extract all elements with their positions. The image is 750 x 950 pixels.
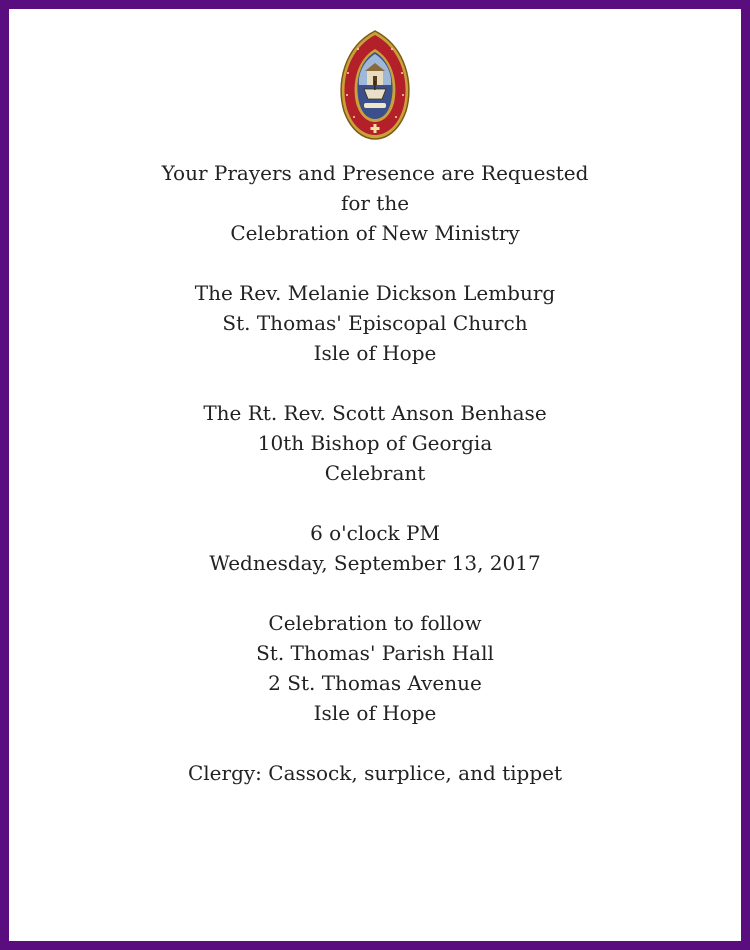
bishop-role: Celebrant	[324, 461, 426, 485]
rector-name: The Rev. Melanie Dickson Lemburg	[194, 281, 556, 305]
heading-line-3: Celebration of New Ministry	[230, 221, 520, 245]
bishop-title: 10th Bishop of Georgia	[257, 431, 493, 455]
invitation-text	[0, 158, 750, 788]
church-location: Isle of Hope	[313, 341, 437, 365]
church-name: St. Thomas' Episcopal Church	[222, 311, 528, 335]
reception-venue: St. Thomas' Parish Hall	[256, 641, 494, 665]
heading-line-2: for the	[340, 191, 410, 215]
reception-intro: Celebration to follow	[268, 611, 482, 635]
event-time: 6 o'clock PM	[310, 521, 440, 545]
diocese-of-georgia-seal-icon	[334, 29, 416, 141]
heading-line-1: Your Prayers and Presence are Requested	[161, 161, 589, 185]
reception-location: Isle of Hope	[313, 701, 437, 725]
dress-code: Clergy: Cassock, surplice, and tippet	[187, 761, 563, 785]
bishop-name: The Rt. Rev. Scott Anson Benhase	[203, 401, 547, 425]
event-date: Wednesday, September 13, 2017	[209, 551, 541, 575]
reception-address: 2 St. Thomas Avenue	[268, 671, 482, 695]
